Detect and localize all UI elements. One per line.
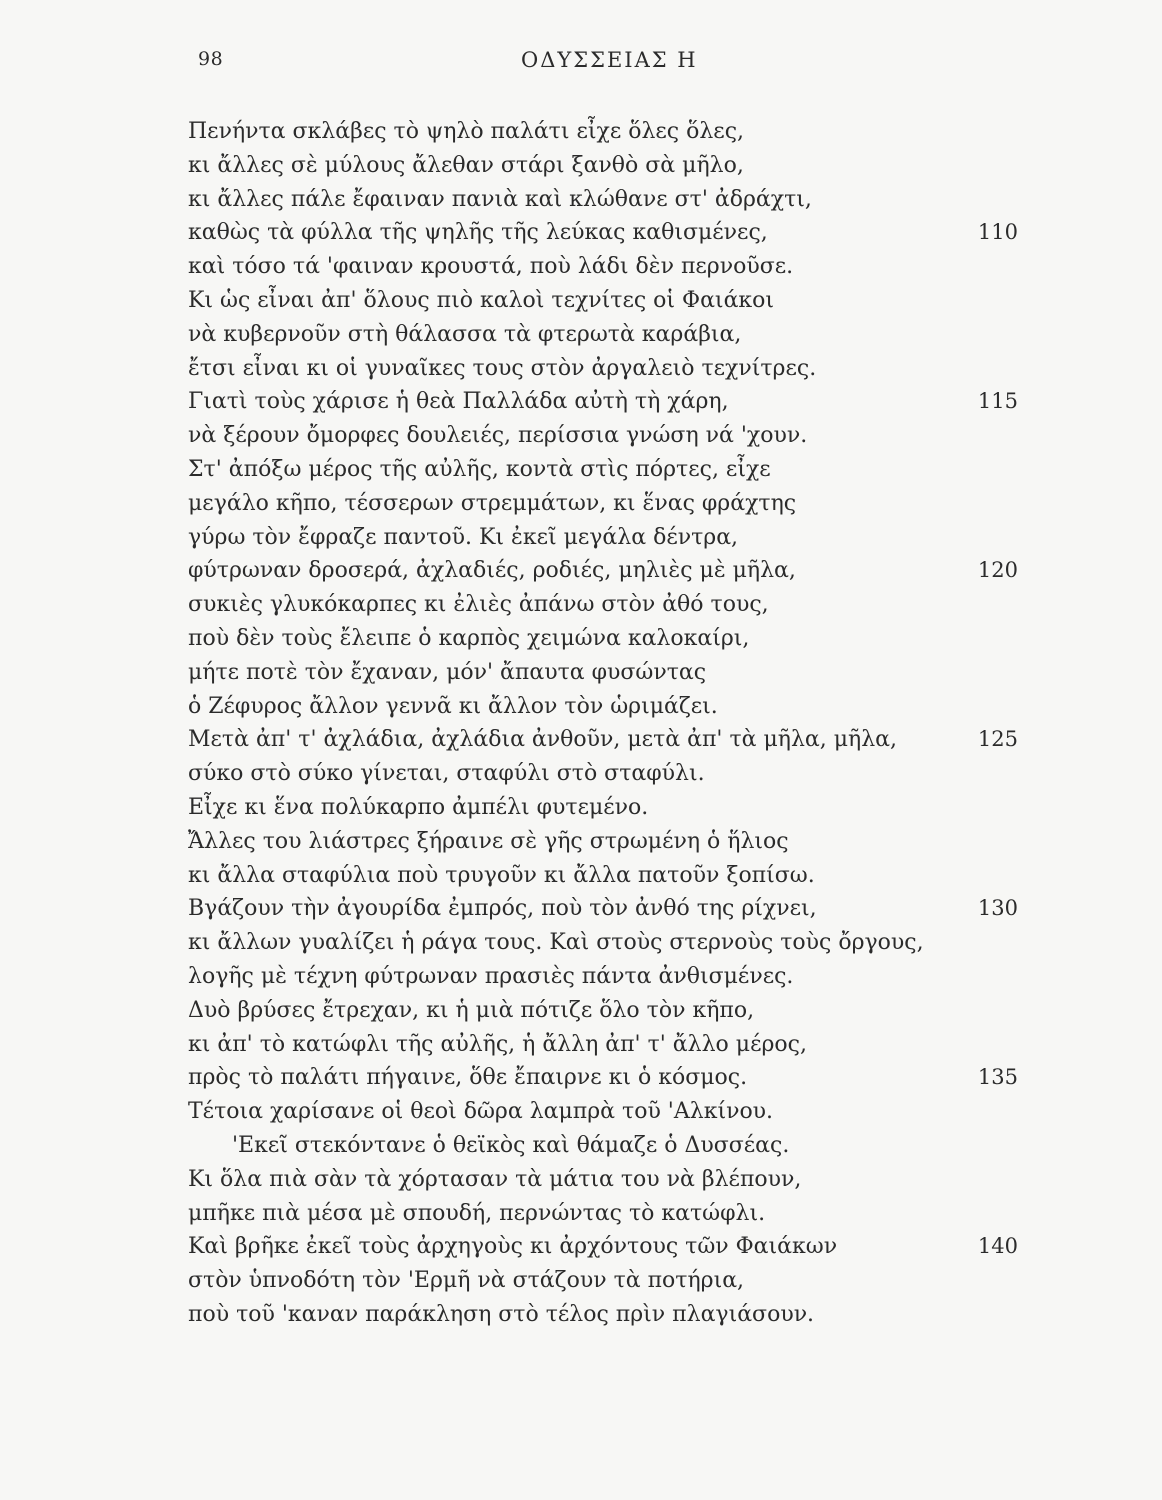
verse-line: [188, 419, 1038, 453]
verse-line: [188, 1061, 1038, 1095]
verse-line: [188, 1095, 1038, 1129]
verse-line: [188, 926, 1038, 960]
verse-text: Γιατὶ τοὺς χάρισε ἡ θεὰ Παλλάδα αὐτὴ τὴ χάρη,: [188, 389, 729, 415]
verse-line: [188, 825, 1038, 859]
verse-text: κι ἄλλα σταφύλια ποὺ τρυγοῦν κι ἄλλα πατοῦν ξοπίσω.: [188, 862, 815, 888]
page-header: [0, 48, 1162, 78]
verse-text: ἔτσι εἶναι κι οἱ γυναῖκες τους στὸν ἀργαλειὸ τεχνίτρες.: [188, 355, 817, 381]
verse-line: [188, 554, 1038, 588]
line-number: 130: [977, 896, 1018, 921]
verse-text: νὰ κυβερνοῦν στὴ θάλασσα τὰ φτερωτὰ καράβια,: [188, 321, 742, 347]
verse-line: [188, 859, 1038, 893]
verse-text: Δυὸ βρύσες ἔτρεχαν, κι ἡ μιὰ πότιζε ὅλο τὸν κῆπο,: [188, 997, 755, 1023]
verse-text: Μετὰ ἀπ' τ' ἀχλάδια, ἀχλάδια ἀνθοῦν, μετὰ ἀπ' τὰ μῆλα, μῆλα,: [188, 727, 898, 753]
verse-line: [188, 960, 1038, 994]
verse-line: [188, 994, 1038, 1028]
verse-line: [188, 892, 1038, 926]
page-number: 98: [198, 48, 224, 70]
verse-line: [188, 791, 1038, 825]
verse-line: [188, 1230, 1038, 1264]
line-number: 115: [977, 389, 1018, 414]
verse-text: καὶ τόσο τά 'φαιναν κρουστά, ποὺ λάδι δὲν περνοῦσε.: [188, 254, 794, 280]
verse-line: [188, 757, 1038, 791]
verse-line: [188, 183, 1038, 217]
verse-line: [188, 1298, 1038, 1332]
verse-text: Εἶχε κι ἕνα πολύκαρπο ἀμπέλι φυτεμένο.: [188, 794, 649, 820]
verse-text: στὸν ὑπνοδότη τὸν 'Ερμῆ νὰ στάζουν τὰ ποτήρια,: [188, 1268, 745, 1294]
verse-text: ὁ Ζέφυρος ἄλλον γεννᾶ κι ἄλλον τὸν ὡριμάζει.: [188, 693, 718, 719]
verse-text: Κι ὅλα πιὰ σὰν τὰ χόρτασαν τὰ μάτια του νὰ βλέπουν,: [188, 1166, 802, 1192]
verse-text: Βγάζουν τὴν ἀγουρίδα ἐμπρός, ποὺ τὸν ἀνθό της ρίχνει,: [188, 896, 817, 922]
verse-text: Καὶ βρῆκε ἐκεῖ τοὺς ἀρχηγοὺς κι ἀρχόντους τῶν Φαιάκων: [188, 1234, 838, 1260]
verse-text: Τέτοια χαρίσανε οἱ θεοὶ δῶρα λαμπρὰ τοῦ 'Αλκίνου.: [188, 1099, 774, 1125]
line-number: 125: [977, 727, 1018, 752]
verse-text: κι ἄλλων γυαλίζει ἡ ράγα τους. Καὶ στοὺς στερνοὺς τοὺς ὄργους,: [188, 930, 924, 956]
verse-text: ποὺ δὲν τοὺς ἔλειπε ὁ καρπὸς χειμώνα καλοκαίρι,: [188, 625, 750, 651]
verse-line: [188, 1163, 1038, 1197]
verse-text: Στ' ἀπόξω μέρος τῆς αὐλῆς, κοντὰ στὶς πόρτες, εἶχε: [188, 456, 771, 482]
line-number: 140: [977, 1234, 1018, 1259]
verse-line: [188, 453, 1038, 487]
verse-text: μπῆκε πιὰ μέσα μὲ σπουδή, περνώντας τὸ κατώφλι.: [188, 1200, 766, 1226]
verse-text: καθὼς τὰ φύλλα τῆς ψηλῆς τῆς λεύκας καθισμένες,: [188, 220, 768, 246]
verse-line: [188, 352, 1038, 386]
verse-line: [188, 1129, 1038, 1163]
verse-line: [188, 656, 1038, 690]
verse-text: μήτε ποτὲ τὸν ἔχαναν, μόν' ἄπαυτα φυσώντας: [188, 659, 707, 685]
verse-line: [188, 588, 1038, 622]
verse-line: [188, 521, 1038, 555]
verse-text: 'Εκεῖ στεκόντανε ὁ θεϊκὸς καὶ θάμαζε ὁ Δυσσέας.: [232, 1132, 790, 1158]
verse-text: νὰ ξέρουν ὄμορφες δουλειές, περίσσια γνώση νά 'χουν.: [188, 423, 808, 449]
verse-text: Πενήντα σκλάβες τὸ ψηλὸ παλάτι εἶχε ὅλες ὅλες,: [188, 119, 745, 144]
verse-line: [188, 1028, 1038, 1062]
verse-text: κι ἀπ' τὸ κατώφλι τῆς αὐλῆς, ἡ ἄλλη ἀπ' τ' ἄλλο μέρος,: [188, 1031, 807, 1057]
verse-line: [188, 149, 1038, 183]
verse-line: [188, 690, 1038, 724]
verse-line: [188, 1264, 1038, 1298]
running-title: ΟΔΥΣΣΕΙΑΣ Η: [521, 48, 698, 72]
verse-line: [188, 115, 1038, 149]
verse-line: [188, 1197, 1038, 1231]
line-number: 110: [977, 220, 1018, 245]
verse-text: μεγάλο κῆπο, τέσσερων στρεμμάτων, κι ἕνας φράχτης: [188, 490, 797, 516]
verse-text: Κι ὡς εἶναι ἀπ' ὅλους πιὸ καλοὶ τεχνίτες οἱ Φαιάκοι: [188, 287, 775, 313]
verse-text: πρὸς τὸ παλάτι πήγαινε, ὅθε ἔπαιρνε κι ὁ κόσμος.: [188, 1065, 748, 1091]
line-number: 120: [977, 558, 1018, 583]
verse-text: σύκο στὸ σύκο γίνεται, σταφύλι στὸ σταφύλι.: [188, 761, 705, 787]
verse-text: συκιὲς γλυκόκαρπες κι ἐλιὲς ἀπάνω στὸν ἀθό τους,: [188, 592, 769, 618]
verse-line: [188, 318, 1038, 352]
verse-text: κι ἄλλες σὲ μύλους ἄλεθαν στάρι ξανθὸ σὰ μῆλο,: [188, 152, 744, 178]
verse-line: [188, 250, 1038, 284]
verse-text: Ἄλλες του λιάστρες ξήραινε σὲ γῆς στρωμένη ὁ ἥλιος: [188, 828, 789, 854]
poem-text: [188, 115, 1038, 1332]
verse-text: ποὺ τοῦ 'καναν παράκληση στὸ τέλος πρὶν πλαγιάσουν.: [188, 1301, 815, 1327]
verse-line: [188, 487, 1038, 521]
verse-line: [188, 216, 1038, 250]
verse-line: [188, 622, 1038, 656]
verse-text: φύτρωναν δροσερά, ἀχλαδιές, ροδιές, μηλιὲς μὲ μῆλα,: [188, 558, 796, 584]
verse-text: γύρω τὸν ἔφραζε παντοῦ. Κι ἐκεῖ μεγάλα δέντρα,: [188, 524, 739, 550]
verse-line: [188, 385, 1038, 419]
verse-line: [188, 284, 1038, 318]
verse-text: λογῆς μὲ τέχνη φύτρωναν πρασιὲς πάντα ἀνθισμένες.: [188, 963, 794, 989]
verse-line: [188, 723, 1038, 757]
line-number: 135: [977, 1065, 1018, 1090]
verse-text: κι ἄλλες πάλε ἔφαιναν πανιὰ καὶ κλώθανε στ' ἀδράχτι,: [188, 186, 812, 212]
